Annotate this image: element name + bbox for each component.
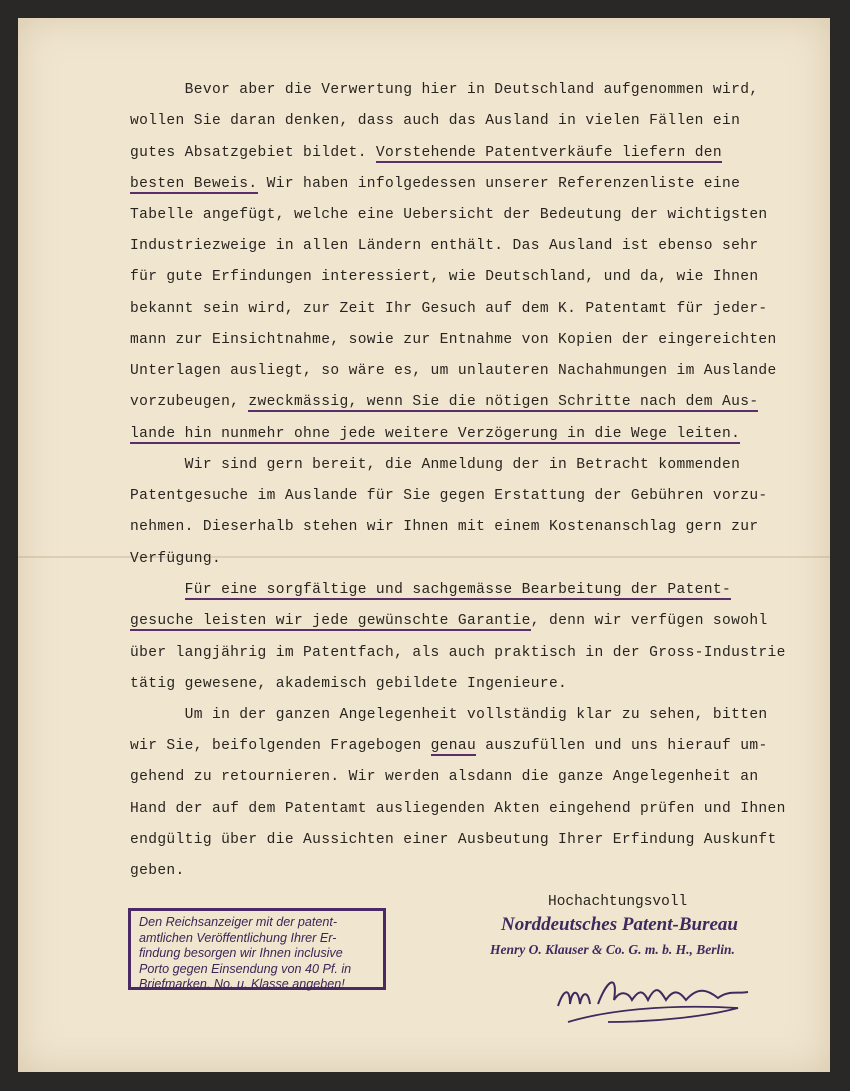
- firm-stamp-address: Henry O. Klauser & Co. G. m. b. H., Berlin.: [490, 942, 735, 957]
- underlined-text: zweckmässig, wenn Sie die nötigen Schritte nach dem Aus-: [248, 394, 759, 410]
- letter-page: [18, 18, 830, 1072]
- text-line: für gute Erfindungen interessiert, wie Deutschland, und da, wie Ihnen: [130, 269, 759, 285]
- text-line: Tabelle angefügt, welche eine Uebersicht der Bedeutung der wichtigsten: [130, 207, 768, 223]
- text-line: wollen Sie daran denken, dass auch das Ausland in vielen Fällen ein: [130, 113, 741, 129]
- text-line: Bevor aber die Verwertung hier in Deutschland aufgenommen wird,: [130, 82, 759, 98]
- text-line: bekannt sein wird, zur Zeit Ihr Gesuch auf dem K. Patentamt für jeder-: [130, 301, 768, 317]
- underlined-text: lande hin nunmehr ohne jede weitere Verzögerung in die Wege leiten.: [130, 426, 741, 442]
- notice-line: Porto gegen Einsendung von 40 Pf. in: [139, 961, 352, 976]
- text-segment: gutes Absatzgebiet bildet.: [130, 145, 376, 161]
- indent: [130, 582, 185, 598]
- underlined-text: genau: [430, 738, 477, 754]
- text-line: Industriezweige in allen Ländern enthält. Das Ausland ist ebenso sehr: [130, 238, 759, 254]
- signature: [548, 970, 768, 1035]
- underlined-text: besten Beweis.: [130, 176, 258, 192]
- signature-drawing: [548, 970, 768, 1030]
- text-line: [130, 143, 722, 163]
- text-line: endgültig über die Aussichten einer Ausbeutung Ihrer Erfindung Auskunft: [130, 832, 777, 848]
- text-line: [130, 174, 740, 194]
- notice-line: Briefmarken. No. u. Klasse angeben!: [139, 977, 345, 991]
- text-segment: wir Sie, beifolgenden Fragebogen: [130, 738, 431, 754]
- text-line: [130, 392, 758, 412]
- text-line: nehmen. Dieserhalb stehen wir Ihnen mit einem Kostenanschlag gern zur: [130, 519, 759, 535]
- underlined-text: Vorstehende Patentverkäufe liefern den: [375, 145, 723, 161]
- underlined-text: Für eine sorgfältige und sachgemässe Bearbeitung der Patent-: [184, 582, 732, 598]
- text-line: Hand der auf dem Patentamt ausliegenden Akten eingehend prüfen und Ihnen: [130, 801, 786, 817]
- text-line: mann zur Einsichtnahme, sowie zur Entnahme von Kopien der eingereichten: [130, 332, 777, 348]
- text-line: [130, 580, 731, 600]
- text-segment: auszufüllen und uns hierauf um-: [476, 738, 768, 754]
- text-line: über langjährig im Patentfach, als auch praktisch in der Gross-Industrie: [130, 645, 786, 661]
- text-line: [130, 611, 768, 631]
- text-line: geben.: [130, 863, 185, 879]
- text-line: Verfügung.: [130, 551, 222, 567]
- text-line: [130, 736, 768, 756]
- underlined-text: gesuche leisten wir jede gewünschte Garantie: [130, 613, 531, 629]
- text-line: gehend zu retournieren. Wir werden alsdann die ganze Angelegenheit an: [130, 769, 759, 785]
- text-line: Patentgesuche im Auslande für Sie gegen Erstattung der Gebühren vorzu-: [130, 488, 768, 504]
- notice-line: Den Reichsanzeiger mit der patent-: [139, 915, 338, 929]
- firm-stamp-name: Norddeutsches Patent-Bureau: [501, 914, 738, 935]
- notice-line: findung besorgen wir Ihnen inclusive: [139, 946, 343, 960]
- text-line: tätig gewesene, akademisch gebildete Ingenieure.: [130, 676, 568, 692]
- reichsanzeiger-notice-box: [128, 908, 386, 990]
- text-line: Wir sind gern bereit, die Anmeldung der in Betracht kommenden: [130, 457, 741, 473]
- text-segment: vorzubeugen,: [130, 394, 249, 410]
- text-segment: , denn wir verfügen sowohl: [530, 613, 768, 629]
- text-line: Unterlagen ausliegt, so wäre es, um unlauteren Nachahmungen im Auslande: [130, 363, 777, 379]
- text-line: Um in der ganzen Angelegenheit vollständig klar zu sehen, bitten: [130, 707, 768, 723]
- closing-salutation: Hochachtungsvoll: [548, 894, 688, 910]
- notice-line: amtlichen Veröffentlichung Ihrer Er-: [139, 930, 337, 945]
- text-segment: Wir haben infolgedessen unserer Referenzenliste eine: [257, 176, 741, 192]
- text-line: [130, 424, 740, 444]
